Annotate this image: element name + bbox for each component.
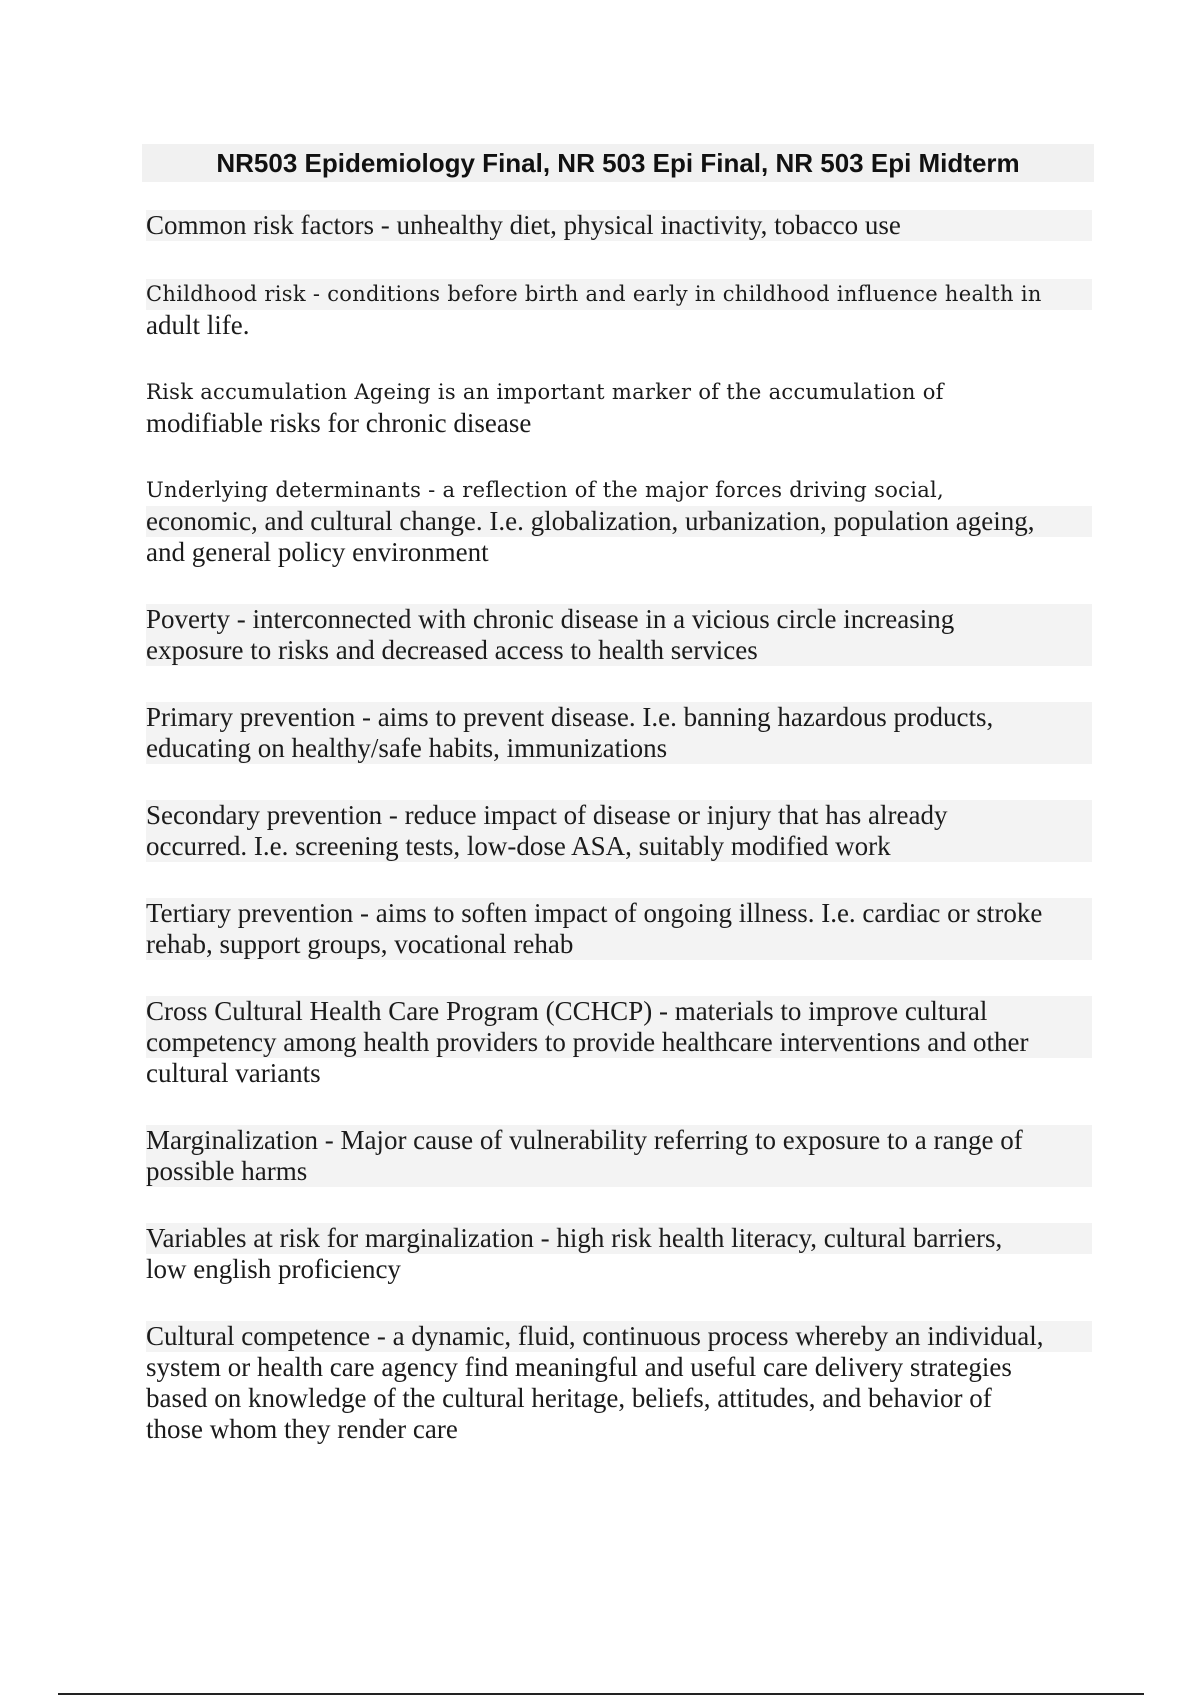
term-entry-underlying-determinants	[146, 475, 1092, 568]
term-list	[146, 210, 1092, 1445]
entry-line: and general policy environment	[146, 537, 489, 567]
term-entry-risk-accumulation	[146, 377, 1092, 439]
entry-line: Variables at risk for marginalization - high risk health literacy, cultural barriers,	[146, 1223, 1092, 1254]
entry-line: possible harms	[146, 1156, 1092, 1187]
footer-divider	[58, 1693, 1144, 1695]
term-entry-secondary-prevention	[146, 800, 1092, 862]
document-title: NR503 Epidemiology Final, NR 503 Epi Final, NR 503 Epi Midterm	[142, 144, 1094, 182]
entry-line: exposure to risks and decreased access to health services	[146, 635, 1092, 666]
entry-line: modifiable risks for chronic disease	[146, 408, 532, 438]
entry-line: Tertiary prevention - aims to soften impact of ongoing illness. I.e. cardiac or stroke	[146, 898, 1092, 929]
entry-line: economic, and cultural change. I.e. globalization, urbanization, population ageing,	[146, 506, 1092, 537]
entry-line: Cultural competence - a dynamic, fluid, continuous process whereby an individual,	[146, 1321, 1092, 1352]
entry-line: system or health care agency find meaningful and useful care delivery strategies	[146, 1352, 1012, 1382]
entry-line: Marginalization - Major cause of vulnerability referring to exposure to a range of	[146, 1125, 1092, 1156]
entry-line: adult life.	[146, 310, 250, 340]
entry-line: low english proficiency	[146, 1254, 401, 1284]
term-entry-cultural-competence	[146, 1321, 1092, 1445]
entry-line: Secondary prevention - reduce impact of disease or injury that has already	[146, 800, 1092, 831]
entry-line: educating on healthy/safe habits, immunizations	[146, 733, 1092, 764]
entry-line: Poverty - interconnected with chronic disease in a vicious circle increasing	[146, 604, 1092, 635]
entry-line: Childhood risk - conditions before birth and early in childhood influence health in	[146, 279, 1092, 310]
entry-line: those whom they render care	[146, 1414, 458, 1444]
entry-line: based on knowledge of the cultural heritage, beliefs, attitudes, and behavior of	[146, 1383, 992, 1413]
entry-line: cultural variants	[146, 1058, 321, 1088]
term-entry-cchcp	[146, 996, 1092, 1089]
entry-line: Cross Cultural Health Care Program (CCHCP) - materials to improve cultural	[146, 996, 1092, 1027]
entry-line: Risk accumulation Ageing is an important marker of the accumulation of	[146, 380, 944, 404]
term-entry-variables-marginalization	[146, 1223, 1092, 1285]
term-entry-primary-prevention	[146, 702, 1092, 764]
entry-line: competency among health providers to provide healthcare interventions and other	[146, 1027, 1092, 1058]
entry-line: occurred. I.e. screening tests, low-dose ASA, suitably modified work	[146, 831, 1092, 862]
term-entry-marginalization	[146, 1125, 1092, 1187]
term-entry-childhood-risk	[146, 279, 1092, 341]
term-entry-common-risk-factors	[146, 210, 1092, 241]
entry-line: Underlying determinants - a reflection of the major forces driving social,	[146, 478, 945, 502]
entry-line: Primary prevention - aims to prevent disease. I.e. banning hazardous products,	[146, 702, 1092, 733]
term-entry-poverty	[146, 604, 1092, 666]
term-entry-tertiary-prevention	[146, 898, 1092, 960]
entry-line: rehab, support groups, vocational rehab	[146, 929, 1092, 960]
entry-line: Common risk factors - unhealthy diet, physical inactivity, tobacco use	[146, 210, 1092, 241]
